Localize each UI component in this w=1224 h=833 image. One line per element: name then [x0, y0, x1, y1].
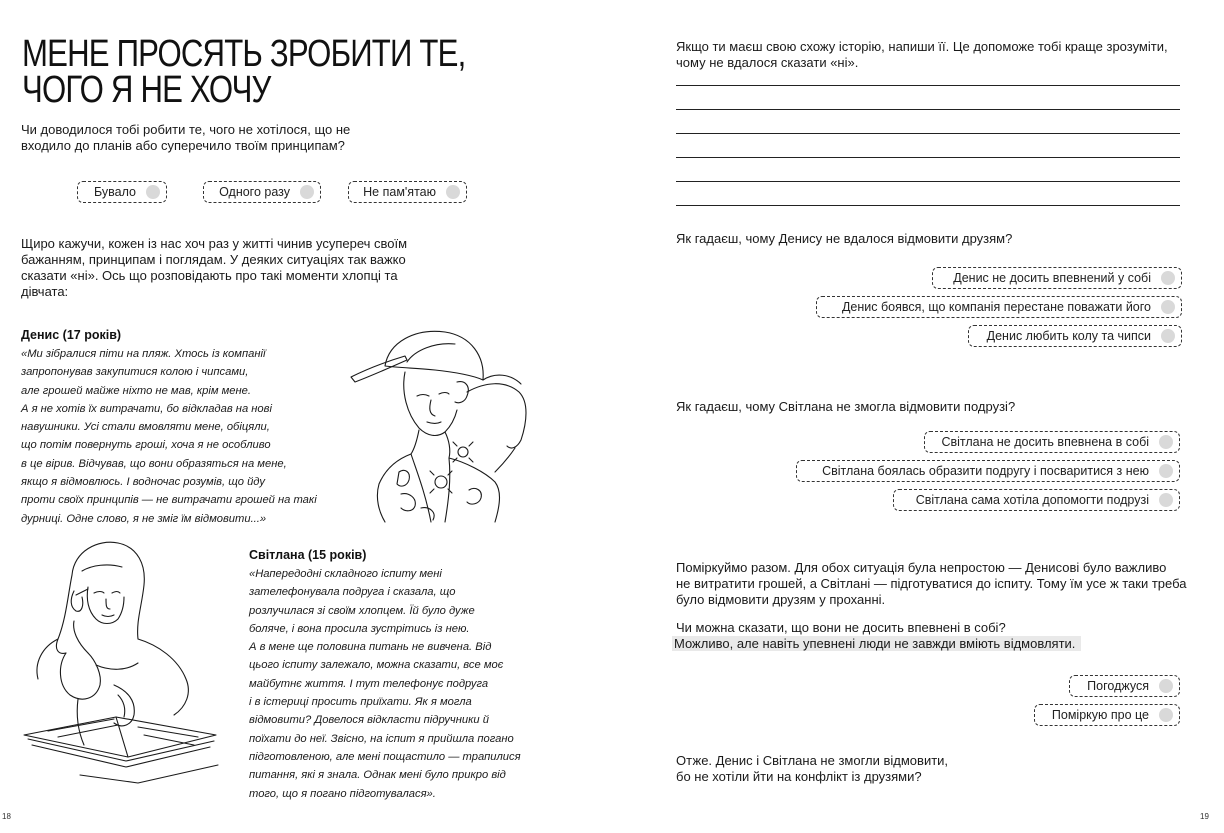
question-confidence: Чи можна сказати, що вони не досить впевнені в собі?	[676, 620, 1006, 635]
denys-option-1[interactable]	[932, 267, 1182, 289]
question-denys: Як гадаєш, чому Денису не вдалося відмовити друзям?	[676, 231, 1013, 246]
radio-dot	[1159, 493, 1173, 507]
denys-name: Денис (17 років)	[21, 328, 122, 342]
girl-on-phone-illustration	[18, 535, 223, 797]
reflection-paragraph: Поміркуймо разом. Для обох ситуація була непростою — Денисові було важливо не витратити грошей, а Світлані — підготуватися до іспиту. Тому їм усе ж таки треба було відмовити друзям у проханні.	[676, 560, 1187, 607]
option-label: Світлана боялась образити подругу і посваритися з нею	[822, 464, 1149, 478]
writing-line[interactable]	[676, 133, 1180, 134]
page-number-left: 18	[2, 812, 11, 821]
option-pohodzhusia[interactable]	[1069, 675, 1180, 697]
conclusion-question: Отже. Денис і Світлана не змогли відмовити, бо не хотіли йти на конфлікт із друзями?	[676, 753, 949, 784]
radio-dot	[1159, 708, 1173, 722]
svitlana-option-1[interactable]	[924, 431, 1180, 453]
writing-line[interactable]	[676, 109, 1180, 110]
radio-dot	[1161, 271, 1175, 285]
page-number-right: 19	[1200, 812, 1209, 821]
option-label: Погоджуся	[1087, 679, 1149, 693]
radio-dot	[446, 185, 460, 199]
option-label: Поміркую про це	[1051, 708, 1149, 722]
denys-option-3[interactable]	[968, 325, 1182, 347]
option-odnoho-razu[interactable]	[203, 181, 321, 203]
radio-dot	[1159, 679, 1173, 693]
boy-with-cap-illustration	[345, 322, 535, 534]
svitlana-option-2[interactable]	[796, 460, 1180, 482]
question-svitlana: Як гадаєш, чому Світлана не змогла відмовити подрузі?	[676, 399, 1016, 414]
option-label: Денис боявся, що компанія перестане поважати його	[841, 300, 1151, 314]
radio-dot	[146, 185, 160, 199]
radio-dot	[1161, 329, 1175, 343]
option-label: Світлана не досить впевнена в собі	[941, 435, 1149, 449]
option-label: Одного разу	[219, 185, 290, 199]
intro-paragraph: Щиро кажучи, кожен із нас хоч раз у житті чинив усупереч своїм бажанням, принципам і поглядам. У деяких ситуаціях так важко сказати «ні». Ось що розповідають про такі моменти хлопці та дівчата:	[21, 236, 408, 299]
svitlana-option-3[interactable]	[893, 489, 1180, 511]
option-label: Світлана сама хотіла допомогти подрузі	[915, 493, 1149, 507]
writing-line[interactable]	[676, 157, 1180, 158]
option-pomirkuiu[interactable]	[1034, 704, 1180, 726]
option-label: Денис любить колу та чипси	[986, 329, 1151, 343]
svitlana-name: Світлана (15 років)	[249, 548, 367, 562]
radio-dot	[1159, 435, 1173, 449]
writing-line[interactable]	[676, 85, 1180, 86]
page-title: МЕНЕ ПРОСЯТЬ ЗРОБИТИ ТЕ, ЧОГО Я НЕ ХОЧУ	[22, 33, 466, 111]
svitlana-story: «Напередодні складного іспиту мені зателефонувала подруга і сказала, що розлучилася зі своїм хлопцем. Їй було дуже боляче, і вона просила зустрітись із нею. А в мене ще половина питань не вивчена. Від цього іспиту залежало, можна сказати, все моє майбутнє життя. І тут телефонує подруга і в істериці просить приїхати. Як я могла відмовити? Довелося відкласти підручники й поїхати до неї. Звісно, на іспит я прийшла погано підготовленою, але мені пощастило — трапилися питання, які я знала. Однак мені було прикро від того, що я погано підготувалася».	[249, 568, 521, 800]
denys-story: «Ми зібралися піти на пляж. Хтось із компанії запропонував закупитися колою і чипсами, але грошей майже ніхто не мав, крім мене. А я не хотів їх витрачати, бо відкладав на нові навушники. Усі стали вмовляти мене, обіцяли, що потім повернуть гроші, хоча я не особливо в це вірив. Відчував, що вони образяться на мене, якщо я відмовлюсь. І водночас розумів, що йду проти своїх принципів — не витрачати грошей на такі дурниці. Одне слово, я не зміг їм відмовити...»	[21, 348, 317, 525]
option-label: Денис не досить впевнений у собі	[953, 271, 1151, 285]
option-buvalo[interactable]	[77, 181, 167, 203]
writing-line[interactable]	[676, 181, 1180, 182]
radio-dot	[1159, 464, 1173, 478]
radio-dot	[1161, 300, 1175, 314]
radio-dot	[300, 185, 314, 199]
option-ne-pamiataiu[interactable]	[348, 181, 467, 203]
writing-line[interactable]	[676, 205, 1180, 206]
write-story-prompt: Якщо ти маєш свою схожу історію, напиши її. Це допоможе тобі краще зрозуміти, чому не вдалося сказати «ні».	[676, 39, 1168, 70]
answer-confidence: Можливо, але навіть упевнені люди не завжди вміють відмовляти.	[672, 636, 1081, 651]
option-label: Бувало	[93, 185, 136, 199]
denys-option-2[interactable]	[816, 296, 1182, 318]
intro-question: Чи доводилося тобі робити те, чого не хотілося, що не входило до планів або суперечило твоїм принципам?	[21, 122, 351, 153]
option-label: Не пам'ятаю	[363, 185, 436, 199]
